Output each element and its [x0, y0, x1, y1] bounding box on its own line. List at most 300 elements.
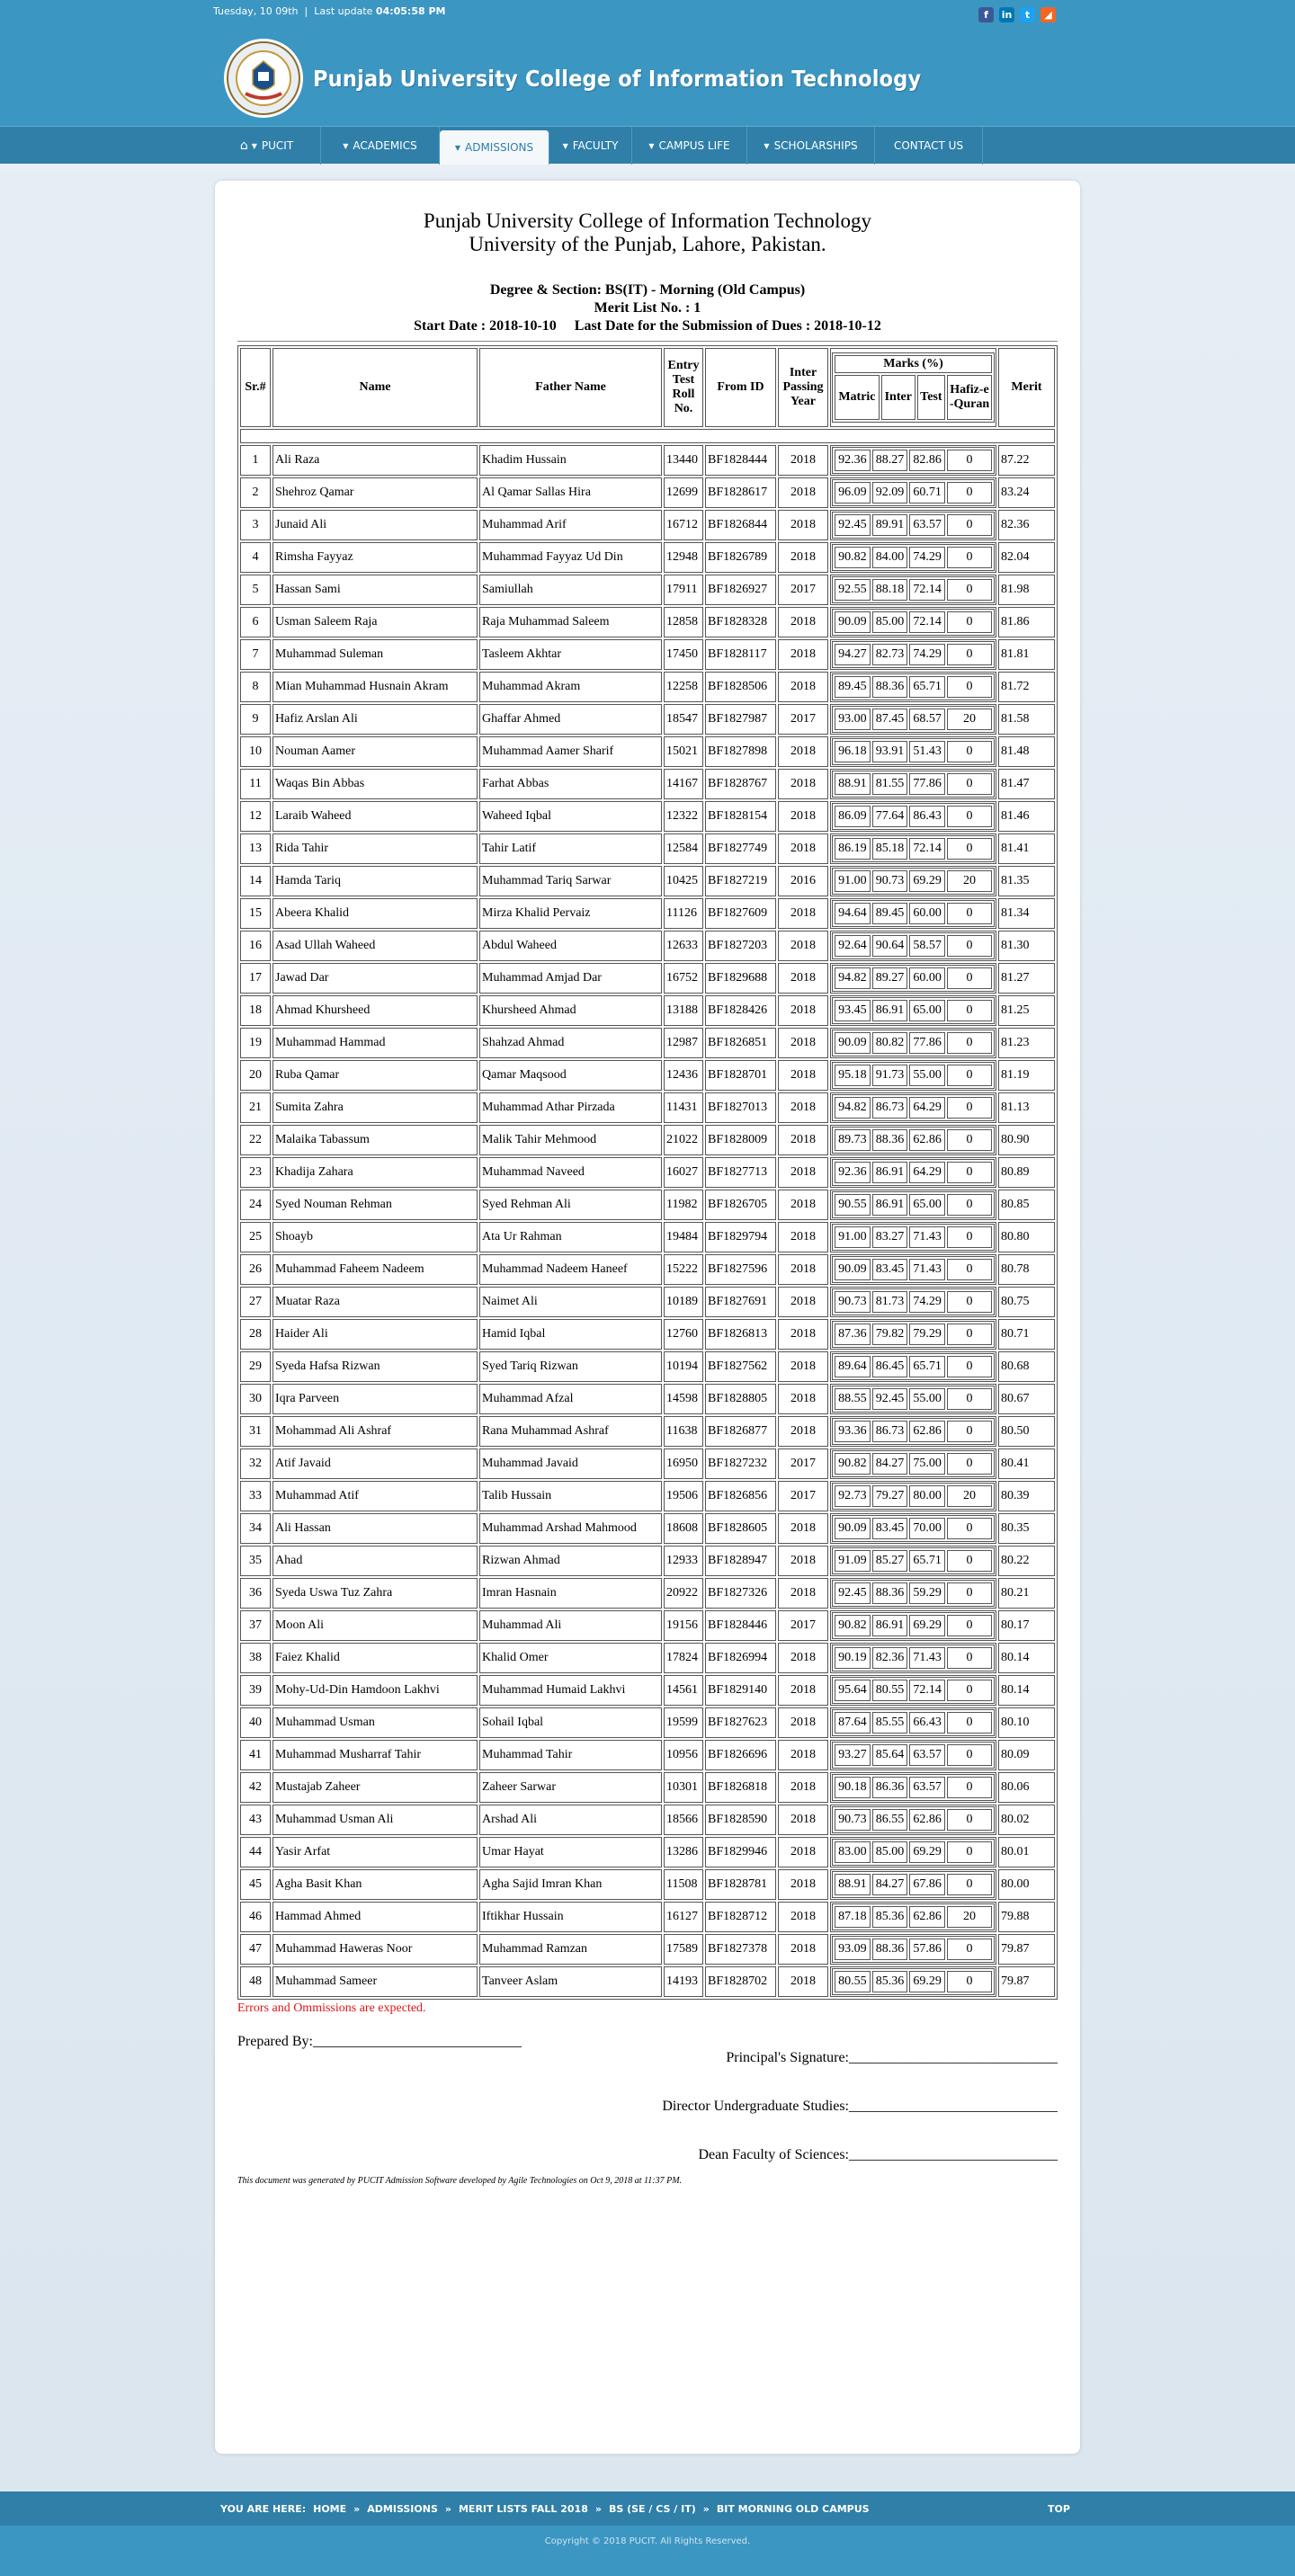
table-row: [240, 1740, 1055, 1770]
table-row: [240, 1092, 1055, 1123]
roll-no-cell: 20922: [664, 1578, 703, 1609]
table-row: [240, 1125, 1055, 1155]
marks-cell: [830, 477, 996, 508]
year-cell: 2018: [778, 639, 828, 670]
inter-mark: 84.27: [872, 1874, 908, 1895]
marks-cell: [830, 1902, 996, 1932]
nav-faculty[interactable]: [549, 127, 632, 165]
merit-cell: 79.87: [998, 1966, 1055, 1997]
inter-mark: 85.00: [872, 611, 908, 633]
matric-mark: 90.82: [835, 1453, 871, 1475]
roll-no-cell: 16712: [664, 510, 703, 540]
test-mark: 69.29: [909, 1615, 945, 1636]
header-inter: Inter: [881, 375, 915, 420]
inter-mark: 80.55: [872, 1680, 908, 1701]
matric-mark: 90.18: [835, 1777, 871, 1798]
marks-cell: [830, 995, 996, 1026]
sr-cell: 13: [240, 833, 271, 864]
year-cell: 2018: [778, 1707, 828, 1738]
inter-mark: 85.36: [872, 1906, 908, 1928]
father-name-cell: Muhammad Fayyaz Ud Din: [479, 542, 662, 573]
hafiz-mark: 0: [947, 903, 992, 924]
matric-mark: 88.91: [835, 1874, 871, 1895]
test-mark: 63.57: [909, 514, 945, 536]
marks-cell: [830, 542, 996, 573]
father-name-cell: Samiullah: [479, 575, 662, 605]
marks-cell: [830, 866, 996, 896]
merit-cell: 81.25: [998, 995, 1055, 1026]
marks-cell: [830, 1740, 996, 1770]
form-id-cell: BF1828154: [705, 801, 776, 832]
father-name-cell: Tahir Latif: [479, 833, 662, 864]
table-row: [240, 1028, 1055, 1058]
merit-cell: 80.35: [998, 1513, 1055, 1544]
marks-cell: [830, 575, 996, 605]
nav-academics[interactable]: [321, 127, 440, 165]
matric-mark: 94.82: [835, 1097, 871, 1119]
name-cell: Junaid Ali: [272, 510, 478, 540]
marks-cell: [830, 1805, 996, 1835]
name-cell: Muhammad Suleman: [272, 639, 478, 670]
table-row: [240, 769, 1055, 799]
father-name-cell: Qamar Maqsood: [479, 1060, 662, 1091]
year-cell: 2018: [778, 1675, 828, 1706]
hafiz-mark: 20: [947, 1906, 992, 1928]
form-id-cell: BF1826927: [705, 575, 776, 605]
year-cell: 2018: [778, 1254, 828, 1285]
table-row: [240, 542, 1055, 573]
hafiz-mark: 0: [947, 1226, 992, 1248]
year-cell: 2018: [778, 1222, 828, 1252]
merit-cell: 80.21: [998, 1578, 1055, 1609]
hafiz-mark: 0: [947, 1712, 992, 1734]
home-icon: ⌂: [239, 138, 248, 153]
form-id-cell: BF1827203: [705, 931, 776, 961]
roll-no-cell: 19484: [664, 1222, 703, 1252]
table-row: [240, 510, 1055, 540]
hafiz-mark: 20: [947, 870, 992, 892]
inter-mark: 79.27: [872, 1485, 908, 1507]
university-logo-icon[interactable]: [223, 38, 304, 119]
twitter-icon[interactable]: t: [1020, 7, 1035, 22]
form-id-cell: BF1828702: [705, 1966, 776, 1997]
merit-document: [237, 209, 1058, 2186]
matric-mark: 89.73: [835, 1129, 871, 1151]
sr-cell: 31: [240, 1416, 271, 1447]
table-row: [240, 995, 1055, 1026]
nav-label: SCHOLARSHIPS: [773, 139, 858, 152]
marks-cell: [830, 769, 996, 799]
hafiz-mark: 0: [947, 1841, 992, 1863]
inter-mark: 88.36: [872, 1582, 908, 1604]
matric-mark: 93.36: [835, 1421, 871, 1442]
father-name-cell: Tasleem Akhtar: [479, 639, 662, 670]
name-cell: Shoayb: [272, 1222, 478, 1252]
dates: Start Date : 2018-10-10 Last Date for the Submission of Dues : 2018-10-12: [414, 318, 881, 334]
table-row: [240, 1643, 1055, 1673]
facebook-icon[interactable]: f: [978, 7, 994, 22]
merit-list-number: Merit List No. : 1: [594, 300, 701, 316]
header-test: Test: [917, 375, 945, 420]
father-name-cell: Al Qamar Sallas Hira: [479, 477, 662, 508]
merit-cell: 81.41: [998, 833, 1055, 864]
inter-mark: 88.18: [872, 579, 908, 601]
year-cell: 2018: [778, 1772, 828, 1803]
father-name-cell: Muhammad Javaid: [479, 1448, 662, 1479]
form-id-cell: BF1826851: [705, 1028, 776, 1058]
table-row: [240, 1384, 1055, 1414]
merit-cell: 81.86: [998, 607, 1055, 637]
breadcrumb-link[interactable]: ADMISSIONS: [367, 2503, 438, 2515]
form-id-cell: BF1828781: [705, 1869, 776, 1900]
test-mark: 72.14: [909, 1680, 945, 1701]
header-name: Name: [272, 348, 478, 427]
header-roll-no: Entry Test Roll No.: [664, 348, 703, 427]
table-row: [240, 1222, 1055, 1252]
hafiz-mark: 0: [947, 644, 992, 665]
breadcrumb-separator: »: [594, 2503, 602, 2515]
roll-no-cell: 11508: [664, 1869, 703, 1900]
marks-cell: [830, 1416, 996, 1447]
roll-no-cell: 17911: [664, 575, 703, 605]
merit-cell: 80.14: [998, 1675, 1055, 1706]
form-id-cell: BF1829140: [705, 1675, 776, 1706]
merit-cell: 80.80: [998, 1222, 1055, 1252]
hafiz-mark: 0: [947, 741, 992, 762]
year-cell: 2018: [778, 1157, 828, 1188]
merit-cell: 80.00: [998, 1869, 1055, 1900]
hafiz-mark: 0: [947, 1777, 992, 1798]
linkedin-icon[interactable]: in: [999, 7, 1014, 22]
marks-cell: [830, 898, 996, 929]
merit-cell: 81.30: [998, 931, 1055, 961]
sr-cell: 36: [240, 1578, 271, 1609]
sr-cell: 42: [240, 1772, 271, 1803]
year-cell: 2018: [778, 1966, 828, 1997]
father-name-cell: Farhat Abbas: [479, 769, 662, 799]
table-row: [240, 1578, 1055, 1609]
matric-mark: 90.09: [835, 1259, 871, 1280]
college-title: Punjab University College of Information Technology: [423, 209, 872, 232]
merit-cell: 81.46: [998, 801, 1055, 832]
father-name-cell: Muhammad Naveed: [479, 1157, 662, 1188]
roll-no-cell: 12699: [664, 477, 703, 508]
year-cell: 2018: [778, 510, 828, 540]
hafiz-mark: 0: [947, 967, 992, 989]
test-mark: 65.71: [909, 1356, 945, 1377]
inter-mark: 81.55: [872, 773, 908, 795]
marks-cell: [830, 607, 996, 637]
matric-mark: 83.00: [835, 1841, 871, 1863]
marks-cell: [830, 1125, 996, 1155]
hafiz-mark: 0: [947, 1097, 992, 1119]
chevron-down-icon: ▼: [454, 143, 460, 152]
merit-cell: 80.89: [998, 1157, 1055, 1188]
test-mark: 57.86: [909, 1939, 945, 1960]
name-cell: Sumita Zahra: [272, 1092, 478, 1123]
form-id-cell: BF1827232: [705, 1448, 776, 1479]
merit-cell: 81.98: [998, 575, 1055, 605]
name-cell: Syed Nouman Rehman: [272, 1190, 478, 1220]
marks-cell: [830, 1092, 996, 1123]
roll-no-cell: 15021: [664, 736, 703, 767]
content-card: [215, 181, 1080, 2454]
sr-cell: 40: [240, 1707, 271, 1738]
test-mark: 86.43: [909, 806, 945, 827]
marks-cell: [830, 1448, 996, 1479]
hafiz-mark: 0: [947, 1032, 992, 1054]
inter-mark: 85.27: [872, 1550, 908, 1572]
table-row: [240, 1772, 1055, 1803]
year-cell: 2018: [778, 477, 828, 508]
name-cell: Muhammad Usman: [272, 1707, 478, 1738]
inter-mark: 93.91: [872, 741, 908, 762]
nav-scholarships[interactable]: [747, 127, 875, 165]
father-name-cell: Muhammad Athar Pirzada: [479, 1092, 662, 1123]
year-cell: 2017: [778, 575, 828, 605]
year-cell: 2018: [778, 1092, 828, 1123]
sr-cell: 25: [240, 1222, 271, 1252]
marks-cell: [830, 1675, 996, 1706]
test-mark: 71.43: [909, 1226, 945, 1248]
matric-mark: 90.73: [835, 1809, 871, 1831]
father-name-cell: Muhammad Aamer Sharif: [479, 736, 662, 767]
social-links: [978, 7, 1056, 22]
marks-cell: [830, 1254, 996, 1285]
matric-mark: 92.36: [835, 450, 871, 471]
test-mark: 77.86: [909, 773, 945, 795]
hafiz-mark: 0: [947, 482, 992, 504]
form-id-cell: BF1827623: [705, 1707, 776, 1738]
form-id-cell: BF1827013: [705, 1092, 776, 1123]
roll-no-cell: 19506: [664, 1481, 703, 1511]
father-name-cell: Muhammad Arif: [479, 510, 662, 540]
roll-no-cell: 18608: [664, 1513, 703, 1544]
name-cell: Ahad: [272, 1546, 478, 1576]
name-cell: Iqra Parveen: [272, 1384, 478, 1414]
test-mark: 62.86: [909, 1129, 945, 1151]
inter-mark: 82.73: [872, 644, 908, 665]
roll-no-cell: 12948: [664, 542, 703, 573]
table-row: [240, 1869, 1055, 1900]
nav-contact-us[interactable]: [875, 127, 983, 165]
chevron-down-icon: ▼: [648, 141, 655, 150]
test-mark: 51.43: [909, 741, 945, 762]
rss-icon[interactable]: ◢: [1040, 7, 1056, 22]
roll-no-cell: 10189: [664, 1287, 703, 1317]
merit-cell: 80.67: [998, 1384, 1055, 1414]
inter-mark: 90.73: [872, 870, 908, 892]
roll-no-cell: 12633: [664, 931, 703, 961]
father-name-cell: Rizwan Ahmad: [479, 1546, 662, 1576]
inter-mark: 85.36: [872, 1971, 908, 1992]
year-cell: 2018: [778, 1125, 828, 1155]
form-id-cell: BF1826856: [705, 1481, 776, 1511]
roll-no-cell: 14167: [664, 769, 703, 799]
father-name-cell: Muhammad Tahir: [479, 1740, 662, 1770]
name-cell: Rida Tahir: [272, 833, 478, 864]
breadcrumb-link[interactable]: BIT MORNING OLD CAMPUS: [716, 2503, 870, 2515]
father-name-cell: Imran Hasnain: [479, 1578, 662, 1609]
test-mark: 68.57: [909, 709, 945, 730]
hafiz-mark: 0: [947, 1356, 992, 1377]
name-cell: Muatar Raza: [272, 1287, 478, 1317]
table-row: [240, 736, 1055, 767]
father-name-cell: Zaheer Sarwar: [479, 1772, 662, 1803]
table-row: [240, 672, 1055, 702]
header-matric: Matric: [835, 375, 880, 420]
site-title[interactable]: Punjab University College of Information Technology: [313, 66, 922, 92]
test-mark: 60.00: [909, 967, 945, 989]
back-to-top-link[interactable]: TOP: [1048, 2503, 1070, 2515]
merit-cell: 87.22: [998, 445, 1055, 476]
name-cell: Muhammad Atif: [272, 1481, 478, 1511]
name-cell: Hafiz Arslan Ali: [272, 704, 478, 735]
hafiz-mark: 0: [947, 1939, 992, 1960]
name-cell: Abeera Khalid: [272, 898, 478, 929]
father-name-cell: Naimet Ali: [479, 1287, 662, 1317]
form-id-cell: BF1828506: [705, 672, 776, 702]
year-cell: 2018: [778, 1805, 828, 1835]
nav-pucit[interactable]: [213, 127, 321, 165]
merit-cell: 83.24: [998, 477, 1055, 508]
breadcrumb-link[interactable]: BS (SE / CS / IT): [608, 2503, 696, 2515]
breadcrumb-link[interactable]: HOME: [313, 2503, 347, 2515]
year-cell: 2016: [778, 866, 828, 896]
director-signature: Director Undergraduate Studies:_____________________________: [662, 2099, 1058, 2114]
inter-mark: 88.27: [872, 450, 908, 471]
roll-no-cell: 14193: [664, 1966, 703, 1997]
roll-no-cell: 10425: [664, 866, 703, 896]
table-row: [240, 1351, 1055, 1382]
test-mark: 79.29: [909, 1324, 945, 1345]
chevron-down-icon: ▼: [764, 141, 770, 150]
test-mark: 80.00: [909, 1485, 945, 1507]
table-row: [240, 1934, 1055, 1965]
roll-no-cell: 12258: [664, 672, 703, 702]
sr-cell: 1: [240, 445, 271, 476]
table-row: [240, 1707, 1055, 1738]
roll-no-cell: 16950: [664, 1448, 703, 1479]
matric-mark: 94.82: [835, 967, 871, 989]
hafiz-mark: 0: [947, 1809, 992, 1831]
roll-no-cell: 14561: [664, 1675, 703, 1706]
name-cell: Ahmad Khursheed: [272, 995, 478, 1026]
year-cell: 2018: [778, 1902, 828, 1932]
roll-no-cell: 18547: [664, 704, 703, 735]
table-row: [240, 639, 1055, 670]
table-row: [240, 1902, 1055, 1932]
father-name-cell: Muhammad Humaid Lakhvi: [479, 1675, 662, 1706]
name-cell: Mustajab Zaheer: [272, 1772, 478, 1803]
nav-admissions[interactable]: [440, 130, 549, 165]
table-row: [240, 963, 1055, 994]
test-mark: 72.14: [909, 579, 945, 601]
spacer-row: [240, 429, 1055, 443]
name-cell: Hamda Tariq: [272, 866, 478, 896]
matric-mark: 90.09: [835, 1032, 871, 1054]
breadcrumb-separator: »: [444, 2503, 451, 2515]
sr-cell: 33: [240, 1481, 271, 1511]
marks-cell: [830, 510, 996, 540]
marks-cell: [830, 1028, 996, 1058]
marks-cell: [830, 736, 996, 767]
merit-cell: 80.39: [998, 1481, 1055, 1511]
father-name-cell: Muhammad Akram: [479, 672, 662, 702]
roll-no-cell: 10194: [664, 1351, 703, 1382]
form-id-cell: BF1826705: [705, 1190, 776, 1220]
inter-mark: 86.45: [872, 1356, 908, 1377]
matric-mark: 94.27: [835, 644, 871, 665]
marks-cell: [830, 1190, 996, 1220]
matric-mark: 88.91: [835, 773, 871, 795]
header-inter-year: Inter Passing Year: [778, 348, 828, 427]
roll-no-cell: 18566: [664, 1805, 703, 1835]
sr-cell: 43: [240, 1805, 271, 1835]
year-cell: 2017: [778, 1481, 828, 1511]
form-id-cell: BF1827987: [705, 704, 776, 735]
father-name-cell: Muhammad Nadeem Haneef: [479, 1254, 662, 1285]
inter-mark: 86.73: [872, 1421, 908, 1442]
sr-cell: 11: [240, 769, 271, 799]
hafiz-mark: 0: [947, 1874, 992, 1895]
sr-cell: 10: [240, 736, 271, 767]
sr-cell: 16: [240, 931, 271, 961]
sr-cell: 39: [240, 1675, 271, 1706]
form-id-cell: BF1828947: [705, 1546, 776, 1576]
form-id-cell: BF1827562: [705, 1351, 776, 1382]
father-name-cell: Arshad Ali: [479, 1805, 662, 1835]
sr-cell: 38: [240, 1643, 271, 1673]
name-cell: Shehroz Qamar: [272, 477, 478, 508]
sr-cell: 23: [240, 1157, 271, 1188]
hafiz-mark: 0: [947, 1388, 992, 1410]
roll-no-cell: 21022: [664, 1125, 703, 1155]
header-marks: [830, 348, 996, 427]
father-name-cell: Talib Hussain: [479, 1481, 662, 1511]
inter-mark: 84.00: [872, 547, 908, 568]
nav-campus-life[interactable]: [632, 127, 747, 165]
matric-mark: 96.18: [835, 741, 871, 762]
nav-label: CONTACT US: [893, 139, 964, 152]
name-cell: Waqas Bin Abbas: [272, 769, 478, 799]
roll-no-cell: 11431: [664, 1092, 703, 1123]
breadcrumb-link[interactable]: MERIT LISTS FALL 2018: [458, 2503, 588, 2515]
test-mark: 69.29: [909, 1841, 945, 1863]
matric-mark: 87.64: [835, 1712, 871, 1734]
header-father-name: Father Name: [479, 348, 662, 427]
table-row: [240, 898, 1055, 929]
hafiz-mark: 0: [947, 1291, 992, 1313]
breadcrumb-separator: »: [702, 2503, 710, 2515]
matric-mark: 90.09: [835, 1518, 871, 1539]
site-header: [0, 0, 1295, 126]
year-cell: 2018: [778, 1287, 828, 1317]
merit-cell: 81.81: [998, 639, 1055, 670]
form-id-cell: BF1826813: [705, 1319, 776, 1350]
matric-mark: 93.00: [835, 709, 871, 730]
name-cell: Faiez Khalid: [272, 1643, 478, 1673]
table-row: [240, 1319, 1055, 1350]
sr-cell: 26: [240, 1254, 271, 1285]
test-mark: 65.71: [909, 1550, 945, 1572]
merit-cell: 79.87: [998, 1934, 1055, 1965]
inter-mark: 85.64: [872, 1744, 908, 1766]
sr-cell: 24: [240, 1190, 271, 1220]
roll-no-cell: 12436: [664, 1060, 703, 1091]
father-name-cell: Ata Ur Rahman: [479, 1222, 662, 1252]
merit-cell: 82.04: [998, 542, 1055, 573]
